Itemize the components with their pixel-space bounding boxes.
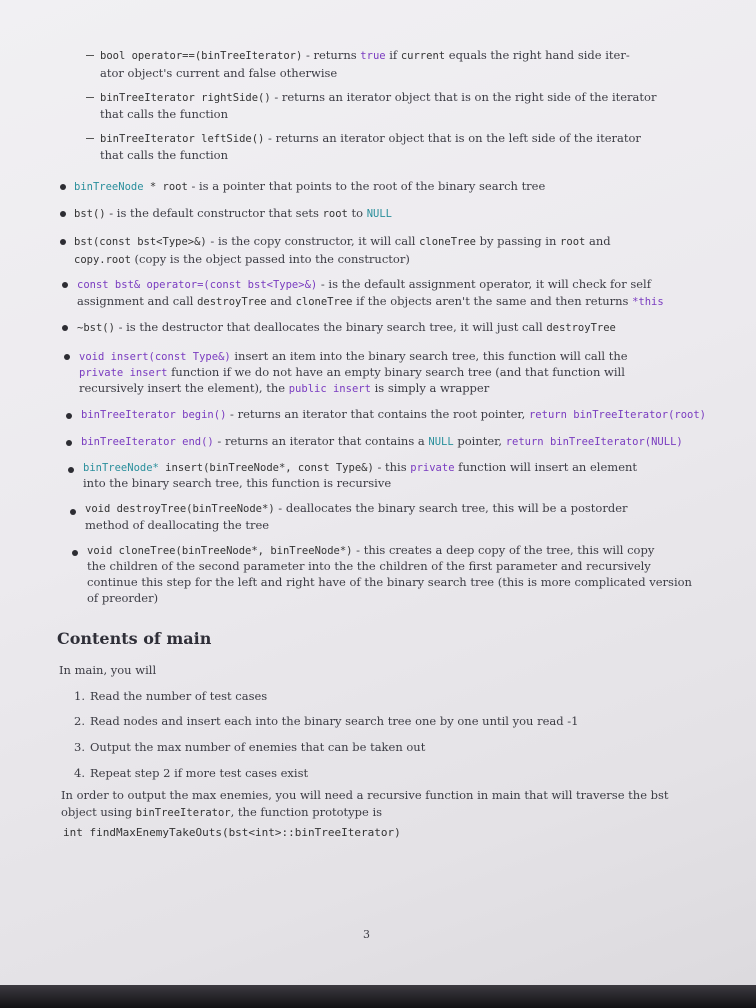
section-intro: In main, you will — [59, 663, 157, 677]
bullet-marker — [68, 467, 74, 473]
dash-marker — [86, 97, 94, 98]
bullet-destructor: ~bst() - is the destructor that deallocates the binary search tree, it will just call destroyTree — [77, 320, 616, 334]
step-item: 2. Read nodes and insert each into the binary search tree one by one until you read -1 — [74, 714, 579, 728]
dash-marker — [86, 55, 94, 56]
bullet-marker — [70, 509, 76, 515]
bullet-marker — [60, 211, 66, 217]
bullet-clone-tree-line2: the children of the second parameter into the the children of the first parameter and recursively — [87, 559, 651, 573]
bullet-root: binTreeNode * root - is a pointer that points to the root of the binary search tree — [74, 179, 546, 193]
bullet-copy-constructor-line2: copy.root (copy is the object passed into the constructor) — [74, 252, 410, 266]
bullet-begin: binTreeIterator begin() - returns an iterator that contains the root pointer, return binTreeIterator(root) — [81, 407, 706, 421]
bullet-copy-constructor: bst(const bst<Type>&) - is the copy constructor, it will call cloneTree by passing in root and — [74, 234, 611, 248]
section-title: Contents of main — [57, 629, 212, 648]
screen-bezel — [0, 985, 756, 1008]
step-item: 4. Repeat step 2 if more test cases exist — [74, 766, 309, 780]
sub-item-operator-eq: bool operator==(binTreeIterator) - returns true if current equals the right hand side iter- — [100, 48, 630, 62]
bullet-clone-tree: void cloneTree(binTreeNode*, binTreeNode*) - this creates a deep copy of the tree, this will copy — [87, 543, 655, 557]
bullet-marker — [72, 550, 78, 556]
bullet-destroy-tree-line2: method of deallocating the tree — [85, 518, 270, 532]
bullet-end: binTreeIterator end() - returns an iterator that contains a NULL pointer, return binTreeIterator(NULL) — [81, 434, 683, 448]
bullet-marker — [62, 325, 68, 331]
bullet-assignment-operator-line2: assignment and call destroyTree and cloneTree if the objects aren't the same and then returns *this — [77, 294, 664, 308]
bullet-default-constructor: bst() - is the default constructor that sets root to NULL — [74, 206, 393, 220]
bullet-insert-line2: private insert function if we do not have an empty binary search tree (and that function will — [79, 365, 625, 379]
bullet-marker — [62, 282, 68, 288]
sub-item-operator-eq-line2: ator object's current and false otherwise — [100, 66, 338, 80]
page-number: 3 — [363, 928, 370, 941]
function-prototype: int findMaxEnemyTakeOuts(bst<int>::binTreeIterator) — [63, 826, 401, 839]
bullet-marker — [66, 413, 72, 419]
bullet-marker — [60, 239, 66, 245]
bullet-insert: void insert(const Type&) insert an item into the binary search tree, this function will call the — [79, 349, 628, 363]
bullet-insert-node: binTreeNode* insert(binTreeNode*, const Type&) - this private function will insert an element — [83, 460, 638, 474]
bullet-destroy-tree: void destroyTree(binTreeNode*) - deallocates the binary search tree, this will be a postorder — [85, 501, 628, 515]
sub-item-left-side-line2: that calls the function — [100, 148, 228, 162]
step-item: 3. Output the max number of enemies that can be taken out — [74, 740, 426, 754]
section-outro-line2: object using binTreeIterator, the function prototype is — [61, 805, 383, 819]
sub-item-left-side: binTreeIterator leftSide() - returns an iterator object that is on the left side of the iterator — [100, 131, 641, 145]
bullet-marker — [66, 440, 72, 446]
step-item: 1. Read the number of test cases — [74, 689, 268, 703]
sub-item-right-side: binTreeIterator rightSide() - returns an iterator object that is on the right side of the iterator — [100, 90, 657, 104]
section-outro: In order to output the max enemies, you will need a recursive function in main that will traverse the bst — [61, 788, 669, 802]
bullet-marker — [64, 354, 70, 360]
bullet-clone-tree-line4: of preorder) — [87, 591, 159, 605]
dash-marker — [86, 138, 94, 139]
bullet-insert-node-line2: into the binary search tree, this function is recursive — [83, 476, 392, 490]
bullet-marker — [60, 184, 66, 190]
sub-item-right-side-line2: that calls the function — [100, 107, 228, 121]
bullet-clone-tree-line3: continue this step for the left and right have of the binary search tree (this is more complicated version — [87, 575, 692, 589]
bullet-insert-line3: recursively insert the element), the public insert is simply a wrapper — [79, 381, 490, 395]
bullet-assignment-operator: const bst& operator=(const bst<Type>&) - is the default assignment operator, it will check for self — [77, 277, 651, 291]
